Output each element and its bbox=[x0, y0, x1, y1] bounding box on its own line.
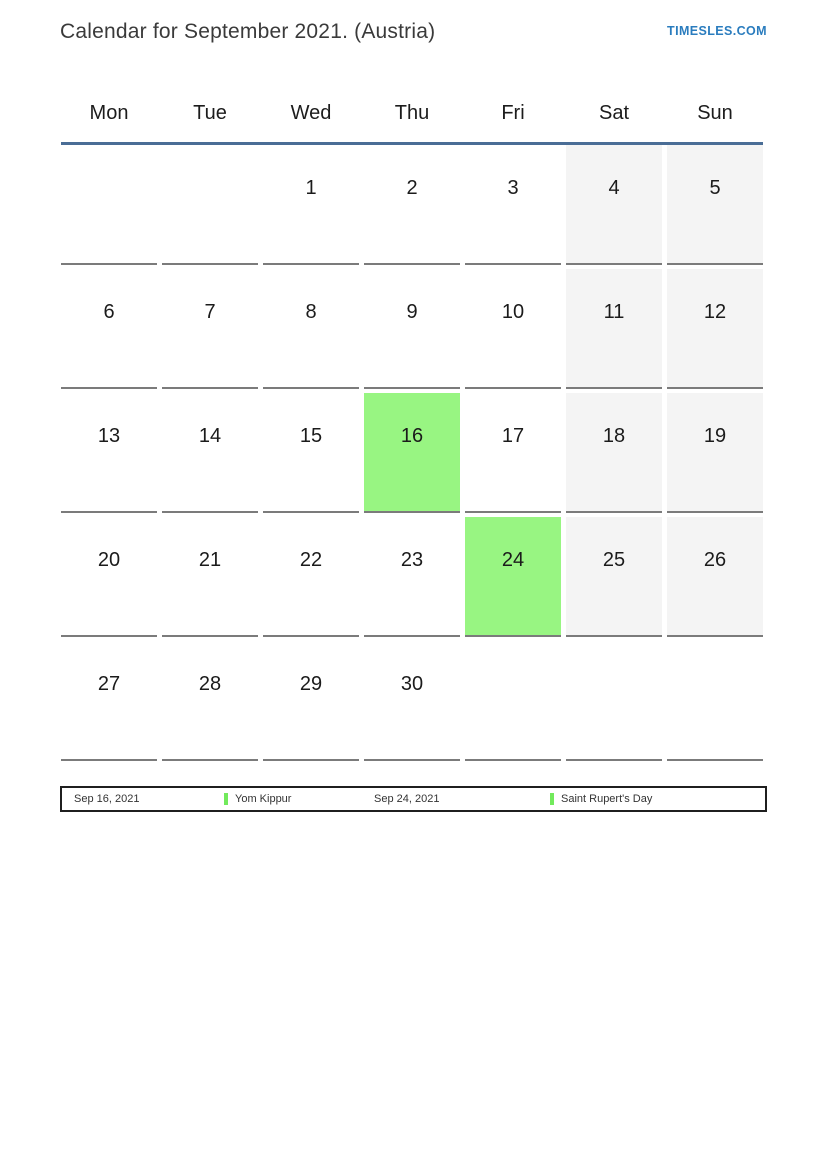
day-cell-17: 17 bbox=[465, 393, 561, 513]
weekday-header-row bbox=[61, 85, 763, 142]
weekday-label-sun: Sun bbox=[697, 102, 733, 124]
weekday-label-thu: Thu bbox=[394, 102, 430, 124]
empty-day-cell bbox=[61, 145, 157, 265]
day-cell-16: 16 bbox=[364, 393, 460, 513]
day-cell-28: 28 bbox=[162, 641, 258, 761]
empty-day-cell bbox=[667, 641, 763, 761]
day-cell-4: 4 bbox=[566, 145, 662, 265]
weekday-label-sat: Sat bbox=[598, 102, 630, 124]
legend-holiday-label: Saint Rupert's Day bbox=[561, 793, 653, 805]
day-cell-24: 24 bbox=[465, 517, 561, 637]
day-cell-26: 26 bbox=[667, 517, 763, 637]
day-cell-18: 18 bbox=[566, 393, 662, 513]
legend-date: Sep 16, 2021 bbox=[74, 793, 140, 805]
day-cell-3: 3 bbox=[465, 145, 561, 265]
empty-day-cell bbox=[465, 641, 561, 761]
day-cell-22: 22 bbox=[263, 517, 359, 637]
day-cell-7: 7 bbox=[162, 269, 258, 389]
calendar-grid bbox=[61, 145, 763, 761]
header bbox=[60, 20, 767, 44]
weekday-label-wed: Wed bbox=[290, 102, 332, 124]
weekday-label-fri: Fri bbox=[501, 102, 525, 124]
legend-holiday-label: Yom Kippur bbox=[235, 793, 292, 805]
day-cell-6: 6 bbox=[61, 269, 157, 389]
day-cell-20: 20 bbox=[61, 517, 157, 637]
legend-box bbox=[60, 786, 767, 812]
brand-link[interactable]: TIMESLES.COM bbox=[667, 24, 767, 38]
day-cell-1: 1 bbox=[263, 145, 359, 265]
day-cell-11: 11 bbox=[566, 269, 662, 389]
day-cell-13: 13 bbox=[61, 393, 157, 513]
day-cell-27: 27 bbox=[61, 641, 157, 761]
day-cell-12: 12 bbox=[667, 269, 763, 389]
day-cell-2: 2 bbox=[364, 145, 460, 265]
day-cell-9: 9 bbox=[364, 269, 460, 389]
day-cell-10: 10 bbox=[465, 269, 561, 389]
day-cell-14: 14 bbox=[162, 393, 258, 513]
legend-date: Sep 24, 2021 bbox=[374, 793, 440, 805]
holiday-marker-icon bbox=[550, 793, 554, 805]
day-cell-19: 19 bbox=[667, 393, 763, 513]
page-title: Calendar for September 2021. (Austria) bbox=[60, 20, 436, 43]
weekday-label-tue: Tue bbox=[193, 102, 227, 124]
day-cell-21: 21 bbox=[162, 517, 258, 637]
empty-day-cell bbox=[566, 641, 662, 761]
day-cell-25: 25 bbox=[566, 517, 662, 637]
weekday-label-mon: Mon bbox=[89, 102, 129, 124]
empty-day-cell bbox=[162, 145, 258, 265]
day-cell-15: 15 bbox=[263, 393, 359, 513]
day-cell-8: 8 bbox=[263, 269, 359, 389]
calendar bbox=[61, 85, 763, 761]
day-cell-5: 5 bbox=[667, 145, 763, 265]
day-cell-30: 30 bbox=[364, 641, 460, 761]
day-cell-23: 23 bbox=[364, 517, 460, 637]
holiday-marker-icon bbox=[224, 793, 228, 805]
day-cell-29: 29 bbox=[263, 641, 359, 761]
